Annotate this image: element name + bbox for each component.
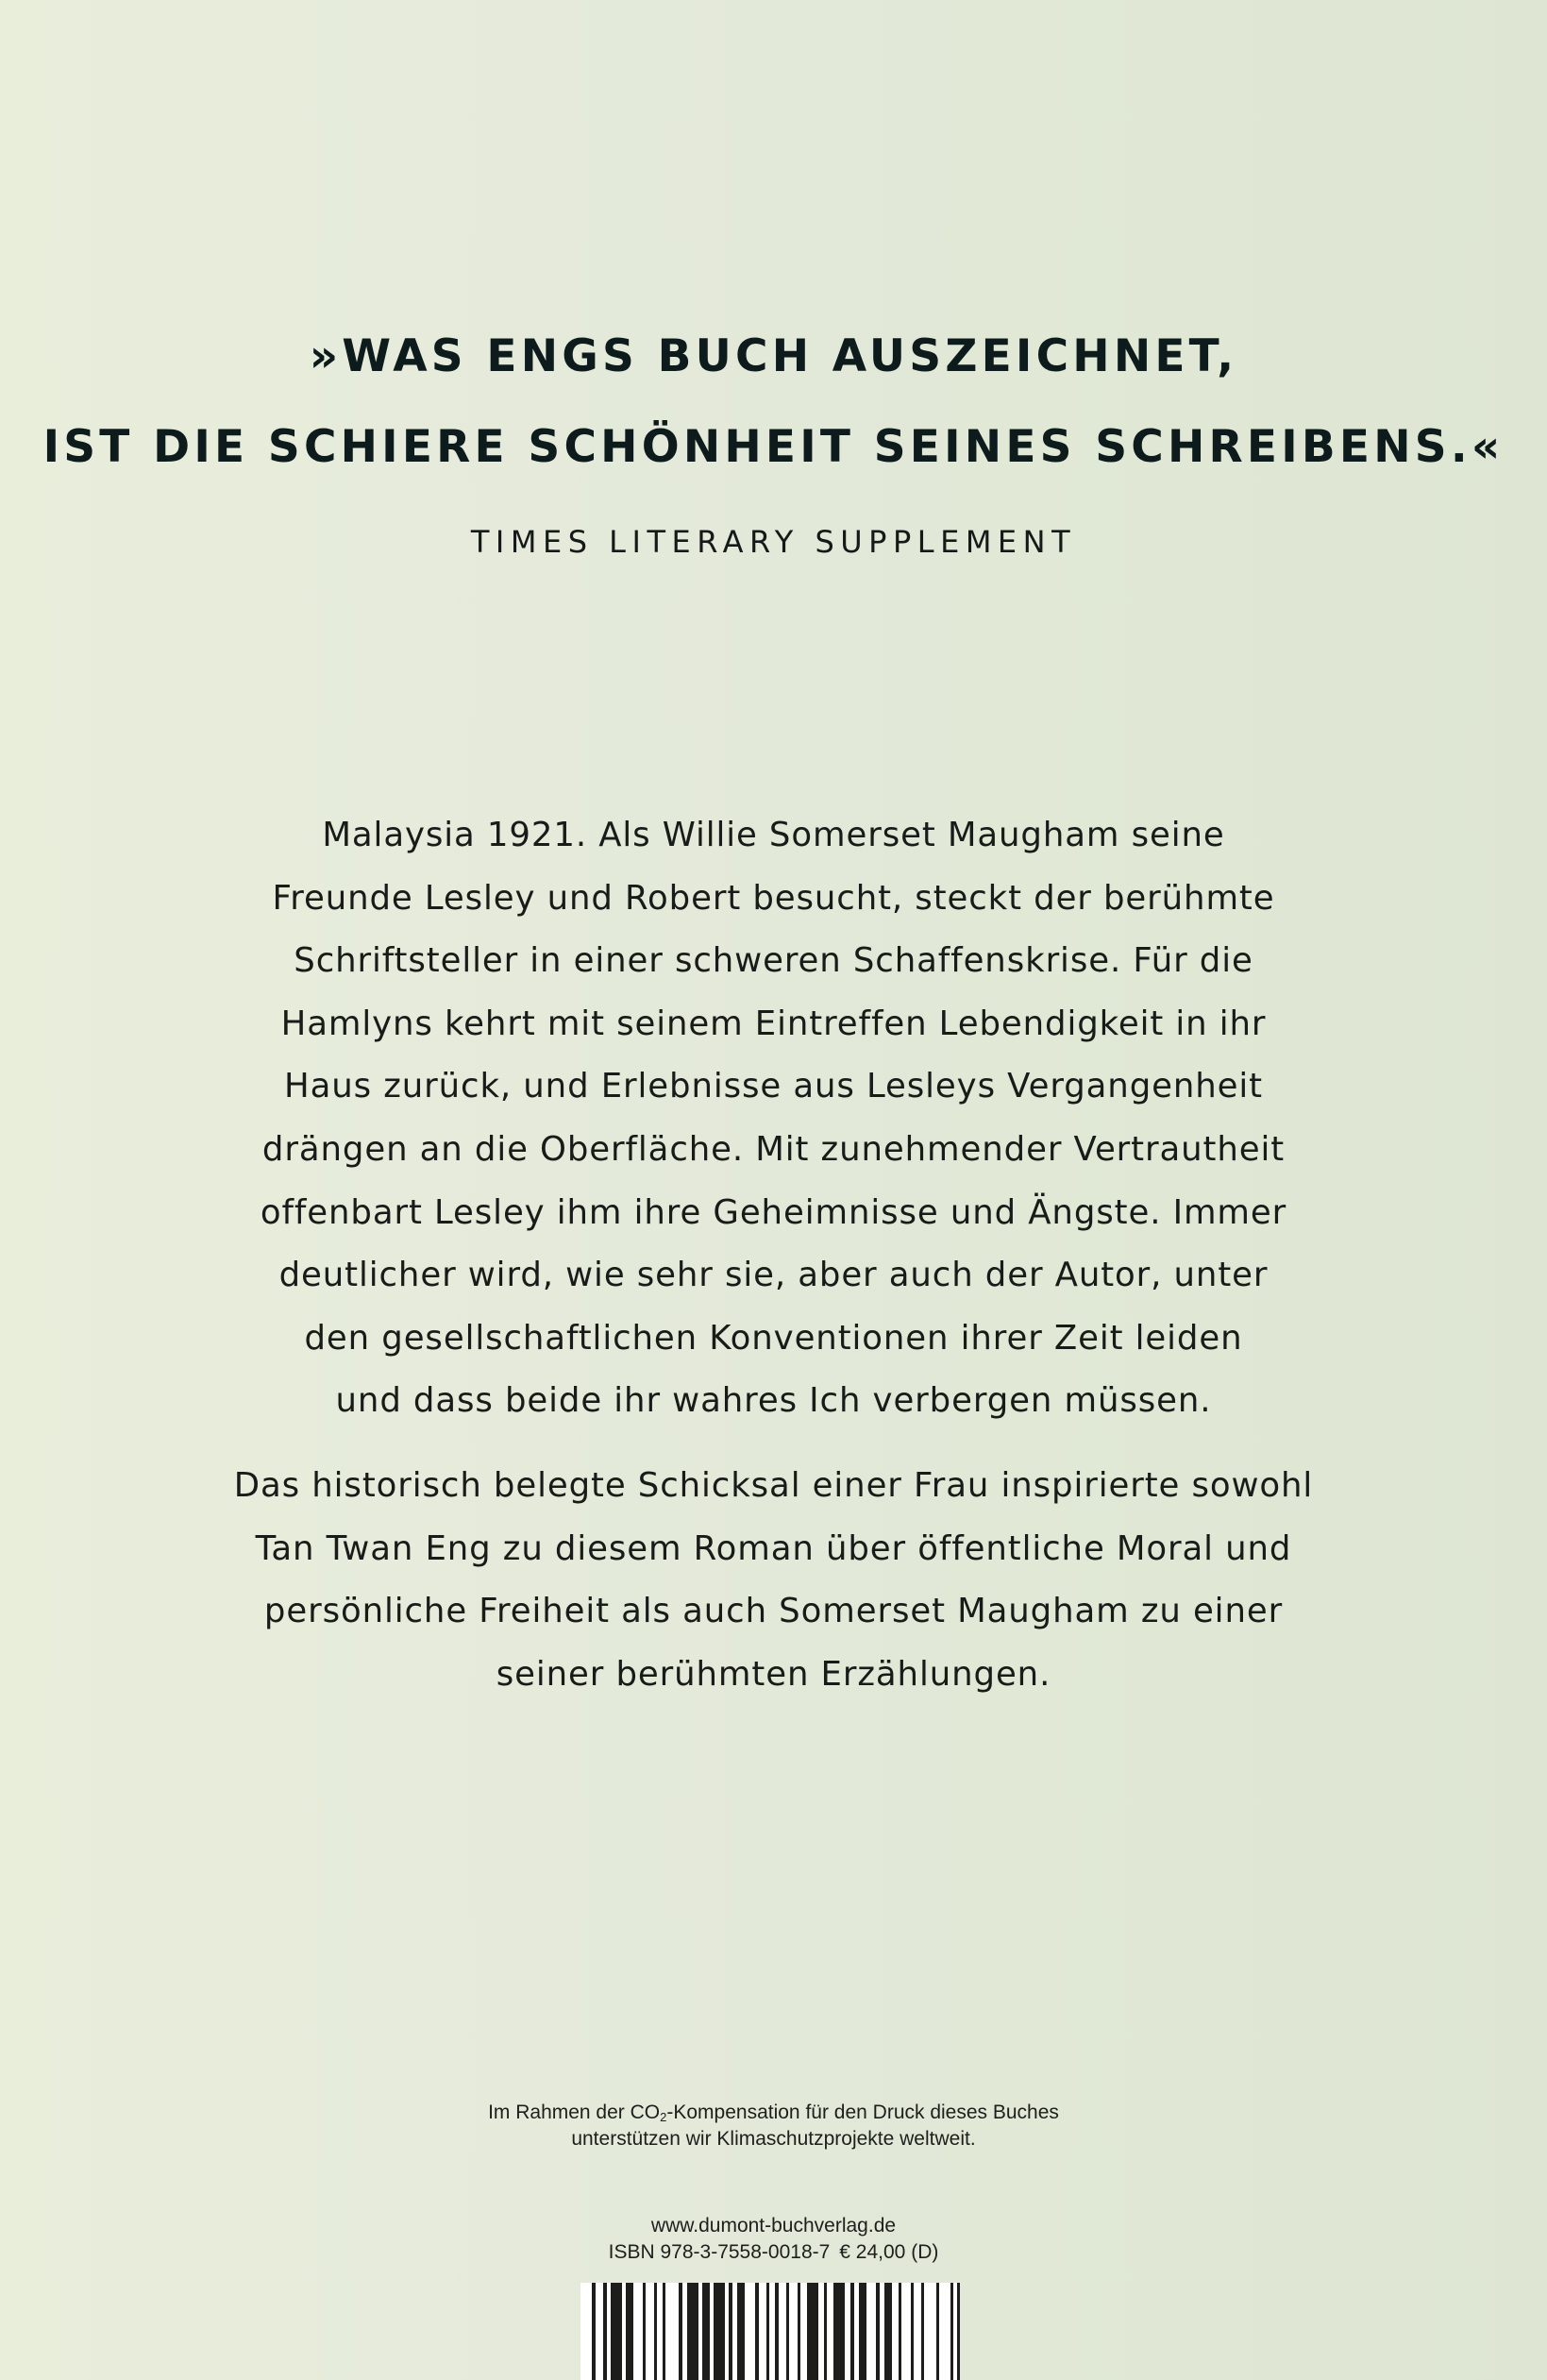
barcode-bar [654,2283,657,2380]
climate-note-line-2: unterstützen wir Klimaschutzprojekte weltweit. [571,2127,976,2150]
barcode-bar [850,2283,854,2380]
barcode-bar [824,2283,827,2380]
review-quote-line-1: »WAS ENGS BUCH AUSZEICHNET, [309,330,1238,382]
barcode-bar [729,2283,732,2380]
barcode-bar [884,2283,892,2380]
publisher-imprint [0,2213,1547,2266]
barcode-bar [643,2283,646,2380]
barcode-bar [766,2283,769,2380]
barcode-bar [798,2283,800,2380]
review-quote-line-2: IST DIE SCHIERE SCHÖNHEIT SEINES SCHREIBENS.« [42,421,1505,473]
barcode-bar [807,2283,818,2380]
barcode-bar [737,2283,745,2380]
climate-note-text: -Kompensation für den Druck dieses Buches [666,2101,1059,2123]
barcode-bar [611,2283,622,2380]
barcode-bar [714,2283,725,2380]
blurb-line: offenbart Lesley ihm ihre Geheimnisse und Ängste. Immer [260,1192,1287,1232]
barcode-bar [921,2283,924,2380]
price: € 24,00 (D) [839,2241,939,2263]
barcode-bar [663,2283,665,2380]
barcode-bar [702,2283,710,2380]
blurb-paragraph-1 [0,804,1547,1433]
barcode-bar [592,2283,596,2380]
blurb-line: Haus zurück, und Erlebnisse aus Lesleys Vergangenheit [283,1067,1263,1106]
publisher-website: www.dumont-buchverlag.de [650,2215,897,2237]
blurb-line: Hamlyns kehrt mit seinem Eintreffen Lebendigkeit in ihr [280,1004,1267,1043]
blurb-line: Das historisch belegte Schicksal einer Frau inspirierte sowohl [233,1466,1314,1505]
barcode-bar [775,2283,779,2380]
barcode-bar [833,2283,845,2380]
blurb-line: und dass beide ihr wahres Ich verbergen müssen. [335,1381,1212,1421]
blurb-line: Freunde Lesley und Robert besucht, steckt der berühmte [272,878,1275,918]
barcode-bar [755,2283,759,2380]
barcode-bar [899,2283,901,2380]
barcode-bar [626,2283,633,2380]
climate-compensation-note [0,2100,1547,2152]
isbn: ISBN 978-3-7558-0018-7 [608,2241,831,2263]
climate-note-line-1 [0,2100,1547,2126]
climate-note-text: Im Rahmen der CO [488,2101,661,2123]
barcode-bar [957,2283,960,2380]
barcode-icon [580,2283,960,2380]
barcode-bar [603,2283,607,2380]
isbn-price-line [0,2239,1547,2266]
blurb-line: seiner berühmten Erzählungen. [496,1654,1051,1694]
barcode-bar [687,2283,698,2380]
barcode-bar [876,2283,880,2380]
blurb-line: drängen an die Oberfläche. Mit zunehmender Vertrautheit [261,1129,1286,1169]
barcode-bar [936,2283,939,2380]
blurb-line: den gesellschaftlichen Konventionen ihrer Zeit leiden [304,1318,1243,1358]
blurb-line: persönliche Freiheit als auch Somerset Maugham zu einer [263,1592,1284,1631]
blurb-line: Tan Twan Eng zu diesem Roman über öffentliche Moral und [255,1528,1292,1568]
blurb-line: Schriftsteller in einer schweren Schaffenskrise. Für die [294,941,1253,981]
barcode-bar [679,2283,682,2380]
blurb-paragraph-2 [0,1455,1547,1706]
quote-attribution: TIMES LITERARY SUPPLEMENT [470,524,1077,560]
blurb-line: deutlicher wird, wie sehr sie, aber auch der Autor, unter [278,1256,1269,1295]
barcode-bar [786,2283,789,2380]
co2-subscript: 2 [660,2110,667,2124]
barcode-bar [950,2283,953,2380]
barcode-bar [859,2283,866,2380]
blurb-line: Malaysia 1921. Als Willie Somerset Maugham seine [322,816,1225,854]
barcode-bar [911,2283,914,2380]
